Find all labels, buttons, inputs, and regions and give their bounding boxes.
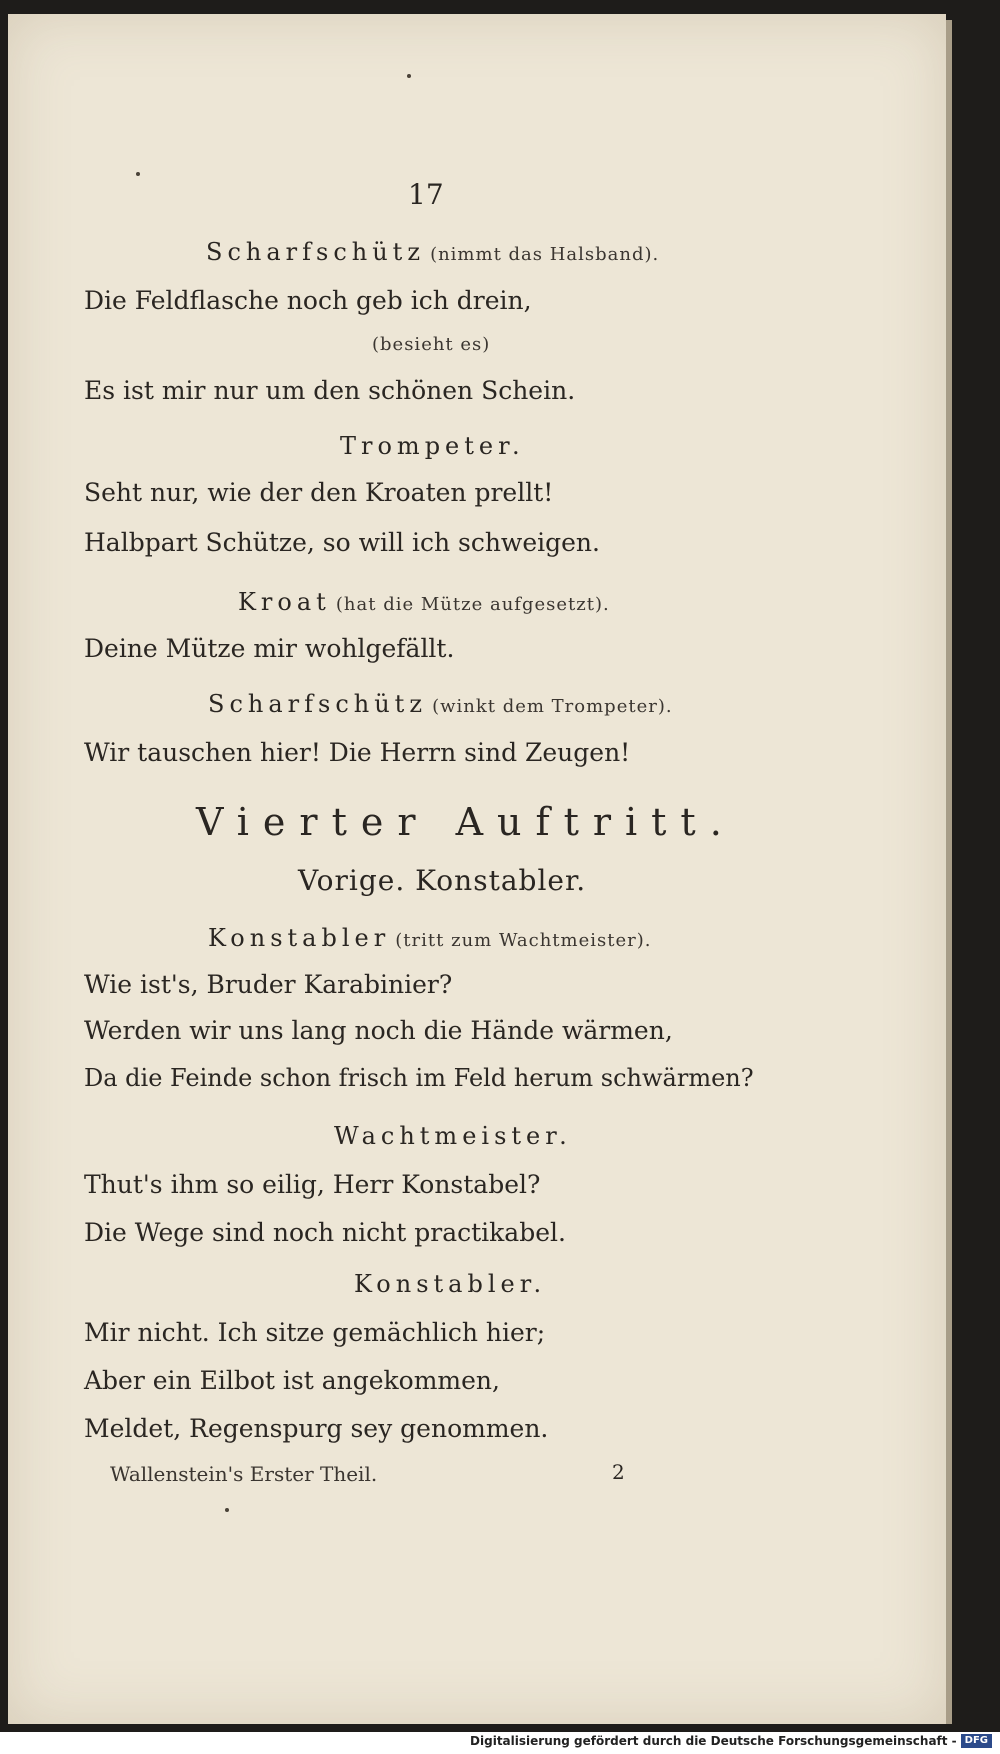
speaker-line — [238, 588, 610, 616]
speaker-line — [208, 690, 673, 718]
speck — [225, 1508, 229, 1512]
verse-line: Seht nur, wie der den Kroaten prellt! — [84, 478, 554, 507]
page-edge — [946, 20, 952, 1724]
speaker-name: Scharfschütz — [206, 238, 425, 266]
verse-line: Wir tauschen hier! Die Herrn sind Zeugen! — [84, 738, 631, 767]
speaker-line — [206, 238, 659, 266]
digitization-credit — [470, 1734, 992, 1748]
signature-mark: 2 — [612, 1460, 625, 1484]
speaker-name: Trompeter. — [340, 432, 525, 460]
verse-line: Werden wir uns lang noch die Hände wärmen, — [84, 1016, 673, 1045]
speaker-name: Kroat — [238, 588, 331, 616]
verse-line: Thut's ihm so eilig, Herr Konstabel? — [84, 1170, 541, 1199]
verse-line: Mir nicht. Ich sitze gemächlich hier; — [84, 1318, 546, 1347]
speaker-line — [208, 924, 651, 952]
verse-line: Aber ein Eilbot ist angekommen, — [84, 1366, 500, 1395]
verse-line: Da die Feinde schon frisch im Feld herum schwärmen? — [84, 1064, 754, 1092]
verse-line: Es ist mir nur um den schönen Schein. — [84, 376, 576, 405]
footer-title: Wallenstein's Erster Theil. — [110, 1462, 378, 1486]
speaker-name: Konstabler — [208, 924, 391, 952]
speck — [136, 172, 140, 176]
speaker-name: Konstabler. — [354, 1270, 547, 1298]
dfg-logo: DFG — [961, 1734, 992, 1748]
verse-line: Die Wege sind noch nicht practikabel. — [84, 1218, 566, 1247]
verse-line: Deine Mütze mir wohlgefällt. — [84, 634, 455, 663]
credit-text: Digitalisierung gefördert durch die Deutsche Forschungsgemeinschaft - — [470, 1734, 957, 1748]
speaker-name: Scharfschütz — [208, 690, 427, 718]
stage-direction: (winkt dem Trompeter). — [432, 696, 673, 717]
verse-line: Wie ist's, Bruder Karabinier? — [84, 970, 453, 999]
stage-direction: (tritt zum Wachtmeister). — [395, 930, 652, 951]
page-number: 17 — [408, 178, 444, 211]
stage-direction: (nimmt das Halsband). — [430, 244, 660, 265]
stage-direction: (besieht es) — [372, 334, 491, 355]
stage-direction: (hat die Mütze aufgesetzt). — [335, 594, 610, 615]
verse-line: Halbpart Schütze, so will ich schweigen. — [84, 528, 600, 557]
scene-title: Vierter Auftritt. — [196, 800, 736, 844]
verse-line: Die Feldflasche noch geb ich drein, — [84, 286, 532, 315]
speck — [407, 74, 411, 78]
speaker-name: Wachtmeister. — [334, 1122, 572, 1150]
cast-list: Vorige. Konstabler. — [298, 864, 587, 897]
verse-line: Meldet, Regenspurg sey genommen. — [84, 1414, 549, 1443]
